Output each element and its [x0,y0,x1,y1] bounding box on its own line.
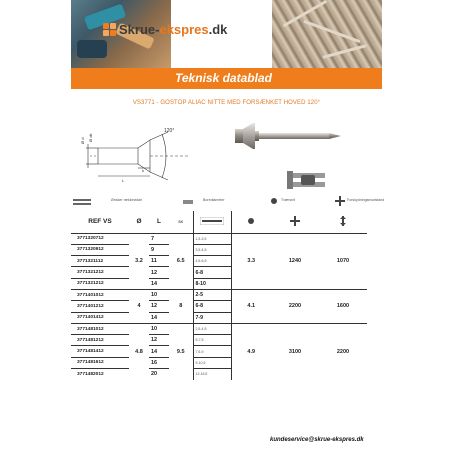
grip-range-cell: 4,5-6,5 [193,256,231,267]
header-tensile [319,211,367,233]
ref-cell: 3771401212 [71,301,129,312]
dim-dk-label: Ø dk [88,133,93,142]
spec-table-wrapper [71,211,367,380]
spec-table [71,211,367,380]
diameter-cell: 3.2 [129,233,149,289]
table-header-row [71,211,367,233]
header-diameter: Ø [136,218,142,226]
table-row [71,233,367,244]
tensile-cell: 1070 [319,233,367,289]
drill-cell: 9.5 [169,323,193,379]
grip-range-cell: 6-8 [193,301,231,312]
length-cell: 14 [149,346,169,357]
rivet-section-icon [283,165,333,195]
legend-row [73,196,385,210]
length-cell: 12 [149,335,169,346]
length-cell: 20 [149,369,169,380]
grip-range-cell: 3,5-4,5 [193,244,231,255]
drill-cell: 8 [169,289,193,323]
ref-cell: 3771320712 [71,233,129,244]
drill-cell: 6.5 [169,233,193,289]
ref-cell: 3771320912 [71,244,129,255]
logo-text: Skrue-ekspres.dk [119,22,228,37]
angle-label: 120° [164,128,175,134]
logo-mark-icon [103,23,117,37]
grip-range-cell: 1,5-3,5 [193,233,231,244]
grip-icon [200,217,224,225]
ref-cell: 3771481012 [71,323,129,334]
length-cell: 9 [149,244,169,255]
header-drill: SK [178,219,184,224]
grip-range-cell: 7-9 [193,312,231,323]
length-cell: 12 [149,267,169,278]
dim-l-label: L [122,178,125,183]
footer-email-link[interactable]: kundeservice@skrue-ekspres.dk [270,437,364,443]
length-cell: 10 [149,323,169,334]
cross-section-icon [269,196,279,206]
mandrel-cell: 4.1 [231,289,271,323]
grip-range-cell: 5-7,5 [193,335,231,346]
header-shear [271,211,319,233]
ref-cell: 3771481612 [71,357,129,368]
grip-range-cell: 6-8 [193,267,231,278]
rivet-product-photo [233,112,345,160]
grip-range-cell: 2-5 [193,289,231,300]
ref-cell: 3771401412 [71,312,129,323]
tensile-cell: 2200 [319,323,367,379]
tensile-cell: 1600 [319,289,367,323]
length-cell: 14 [149,312,169,323]
length-cell: 12 [149,301,169,312]
grip-range-cell: 7,5-9 [193,346,231,357]
shear-strength-icon [335,196,345,206]
banner-title: Teknisk datablad [175,71,272,85]
shear-cell: 2200 [271,289,319,323]
length-cell: 14 [149,278,169,289]
dim-k-label: k [142,168,144,173]
brand-logo[interactable] [103,22,227,37]
header-grip [193,211,231,233]
product-title: VS3771 - GOSTOP ALIAC NITTE MED FORSÆNKET HOVED 120° [132,100,321,106]
ref-cell: 3771401012 [71,289,129,300]
length-cell: 11 [149,256,169,267]
grip-range-icon [73,199,91,205]
header-length: L [157,218,161,226]
table-row [71,323,367,334]
title-banner [71,68,382,89]
legend-grip-range: Ønsker rækkevidde [111,198,143,202]
grip-range-cell: 2,5-4,5 [193,323,231,334]
ref-cell: 3771482012 [71,369,129,380]
length-cell: 7 [149,233,169,244]
shear-cell: 3100 [271,323,319,379]
legend-drill-diameter: Borediameter [203,198,225,202]
screws-photo [272,0,382,68]
spec-table-body [71,233,367,380]
mandrel-cell: 3.3 [231,233,271,289]
grip-range-cell: 9-10,5 [193,357,231,368]
drill-diameter-icon [183,198,193,206]
mandrel-cell: 4.9 [231,323,271,379]
length-cell: 16 [149,357,169,368]
grip-range-cell: 12-16,5 [193,369,231,380]
ref-cell: 3771321112 [71,256,129,267]
header-ref: REF VS [88,218,112,226]
legend-cross-section: Tværsnit [281,198,295,202]
mandrel-icon [246,216,256,226]
ref-cell: 3771321212 [71,278,129,289]
diameter-cell: 4.8 [129,323,149,379]
length-cell: 10 [149,289,169,300]
diameter-cell: 4 [129,289,149,323]
shear-icon [290,216,300,226]
tensile-icon [338,216,348,226]
ref-cell: 3771481212 [71,335,129,346]
shear-cell: 1240 [271,233,319,289]
ref-cell: 3771321212 [71,267,129,278]
legend-shear-strength: Forskydningsmodstand [347,198,385,202]
table-row [71,289,367,300]
header-mandrel [231,211,271,233]
grip-range-cell: 8-10 [193,278,231,289]
ref-cell: 3771481412 [71,346,129,357]
dim-d-label: Ø d [80,137,85,144]
